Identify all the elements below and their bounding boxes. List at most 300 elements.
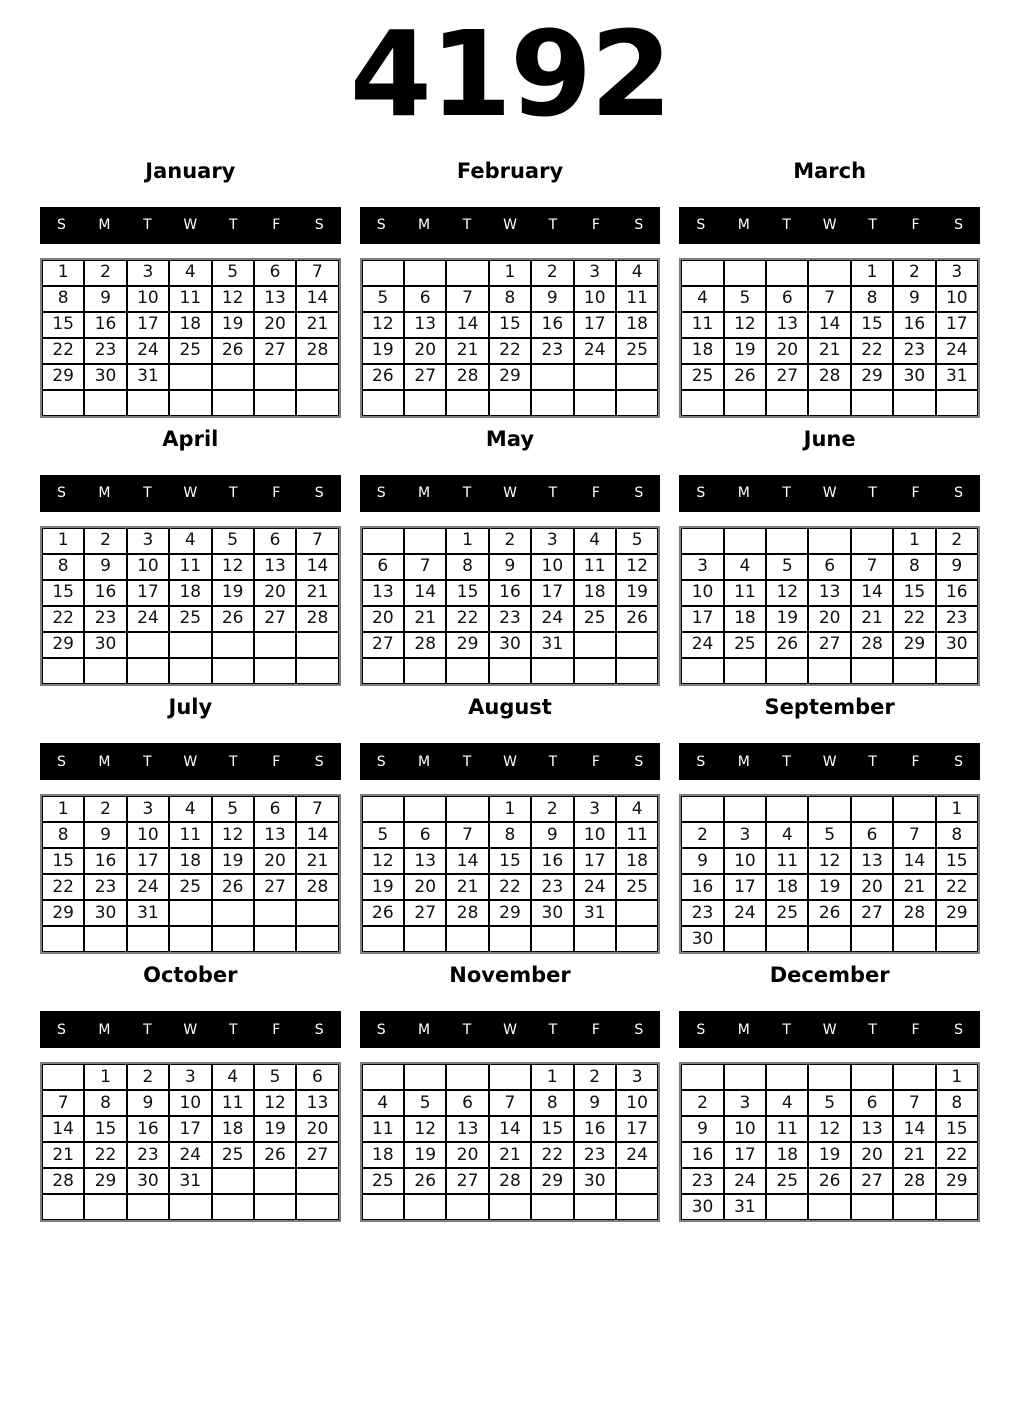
- month-title: May: [485, 426, 535, 451]
- month-days-table: [679, 794, 980, 954]
- weekday-label: T: [782, 1021, 791, 1038]
- day-cell: 7: [42, 1090, 84, 1116]
- day-cell: 20: [404, 874, 446, 900]
- week-row: [681, 1064, 978, 1090]
- weekday-label: M: [98, 1021, 111, 1038]
- weekday-label: S: [314, 1021, 324, 1038]
- empty-day-cell: [574, 364, 616, 390]
- day-cell: 10: [127, 822, 169, 848]
- year-title: 4192: [349, 5, 671, 143]
- day-cell: 24: [724, 900, 766, 926]
- day-cell: 19: [616, 580, 658, 606]
- empty-day-cell: [489, 390, 531, 416]
- weekday-label: T: [868, 217, 877, 234]
- day-cell: 15: [531, 1116, 573, 1142]
- empty-day-cell: [851, 528, 893, 554]
- empty-day-cell: [169, 658, 211, 684]
- day-cell: 19: [808, 1142, 850, 1168]
- day-cell: 23: [531, 874, 573, 900]
- week-row: [42, 390, 339, 416]
- day-cell: 20: [254, 848, 296, 874]
- day-cell: 7: [446, 286, 488, 312]
- week-row: [42, 874, 339, 900]
- day-cell: 15: [893, 580, 935, 606]
- empty-day-cell: [766, 926, 808, 952]
- day-cell: 10: [127, 554, 169, 580]
- month-title: June: [803, 426, 856, 451]
- empty-day-cell: [254, 900, 296, 926]
- day-cell: 26: [808, 1168, 850, 1194]
- day-cell: 4: [169, 260, 211, 286]
- weekday-label: M: [418, 217, 431, 234]
- day-cell: 10: [574, 822, 616, 848]
- week-row: [42, 926, 339, 952]
- day-cell: 24: [574, 338, 616, 364]
- week-row: [42, 822, 339, 848]
- empty-day-cell: [531, 390, 573, 416]
- week-row: [681, 1168, 978, 1194]
- weekday-label: S: [634, 485, 644, 502]
- weekday-label: S: [57, 485, 66, 502]
- day-cell: 10: [574, 286, 616, 312]
- day-cell: 26: [254, 1142, 296, 1168]
- weekday-label: T: [868, 1021, 877, 1038]
- day-cell: 8: [446, 554, 488, 580]
- weekday-label: S: [314, 485, 324, 502]
- weekday-label: W: [183, 485, 198, 502]
- day-cell: 24: [574, 874, 616, 900]
- week-row: [362, 874, 659, 900]
- day-cell: 29: [84, 1168, 126, 1194]
- day-cell: 16: [489, 580, 531, 606]
- empty-day-cell: [404, 926, 446, 952]
- empty-day-cell: [724, 390, 766, 416]
- day-cell: 4: [766, 822, 808, 848]
- weekday-label: M: [737, 753, 750, 770]
- weekday-label: T: [229, 753, 238, 770]
- empty-day-cell: [42, 390, 84, 416]
- day-cell: 15: [936, 848, 978, 874]
- day-cell: 30: [531, 900, 573, 926]
- day-cell: 29: [936, 900, 978, 926]
- day-cell: 6: [254, 796, 296, 822]
- day-cell: 23: [84, 606, 126, 632]
- day-cell: 16: [681, 874, 723, 900]
- day-cell: 13: [362, 580, 404, 606]
- day-cell: 8: [531, 1090, 573, 1116]
- weekday-label: W: [183, 217, 198, 234]
- day-cell: 26: [212, 606, 254, 632]
- empty-day-cell: [681, 260, 723, 286]
- empty-day-cell: [616, 632, 658, 658]
- day-cell: 15: [936, 1116, 978, 1142]
- month-days-table: [679, 1062, 980, 1222]
- empty-day-cell: [808, 1194, 850, 1220]
- day-cell: 15: [42, 580, 84, 606]
- empty-day-cell: [936, 658, 978, 684]
- empty-day-cell: [362, 528, 404, 554]
- day-cell: 14: [893, 848, 935, 874]
- empty-day-cell: [362, 796, 404, 822]
- empty-day-cell: [127, 926, 169, 952]
- day-cell: 27: [808, 632, 850, 658]
- month-days-table: [360, 258, 661, 418]
- empty-day-cell: [893, 926, 935, 952]
- day-cell: 25: [169, 606, 211, 632]
- empty-day-cell: [808, 260, 850, 286]
- day-cell: 14: [808, 312, 850, 338]
- day-cell: 29: [851, 364, 893, 390]
- day-cell: 29: [531, 1168, 573, 1194]
- day-cell: 17: [531, 580, 573, 606]
- day-cell: 29: [893, 632, 935, 658]
- day-cell: 26: [616, 606, 658, 632]
- week-row: [681, 1116, 978, 1142]
- month-days-table: [40, 1062, 341, 1222]
- day-cell: 12: [212, 554, 254, 580]
- day-cell: 23: [893, 338, 935, 364]
- weekday-label: W: [183, 1021, 198, 1038]
- month-days-table: [679, 258, 980, 418]
- empty-day-cell: [84, 926, 126, 952]
- weekday-label: S: [696, 217, 706, 234]
- week-row: [681, 822, 978, 848]
- day-cell: 28: [296, 874, 338, 900]
- week-row: [681, 390, 978, 416]
- day-cell: 21: [296, 580, 338, 606]
- weekday-label: F: [272, 1021, 281, 1038]
- day-cell: 25: [681, 364, 723, 390]
- empty-day-cell: [893, 658, 935, 684]
- day-cell: 16: [84, 580, 126, 606]
- weekday-label: W: [822, 217, 837, 234]
- empty-day-cell: [766, 390, 808, 416]
- weekday-label: T: [548, 217, 558, 234]
- weekday-label: S: [954, 217, 963, 234]
- day-cell: 5: [404, 1090, 446, 1116]
- day-cell: 5: [808, 1090, 850, 1116]
- month-days-table: [360, 794, 661, 954]
- day-cell: 13: [446, 1116, 488, 1142]
- day-cell: 1: [42, 260, 84, 286]
- day-cell: 11: [362, 1116, 404, 1142]
- day-cell: 17: [681, 606, 723, 632]
- empty-day-cell: [724, 926, 766, 952]
- day-cell: 10: [616, 1090, 658, 1116]
- day-cell: 27: [446, 1168, 488, 1194]
- week-row: [362, 1116, 659, 1142]
- day-cell: 16: [893, 312, 935, 338]
- day-cell: 17: [574, 848, 616, 874]
- empty-day-cell: [851, 390, 893, 416]
- day-cell: 22: [893, 606, 935, 632]
- week-row: [362, 822, 659, 848]
- day-cell: 7: [851, 554, 893, 580]
- month-title: October: [143, 963, 238, 988]
- weekday-label: T: [143, 485, 152, 502]
- day-cell: 22: [42, 338, 84, 364]
- day-cell: 31: [936, 364, 978, 390]
- weekday-label: T: [462, 753, 472, 770]
- day-cell: 9: [489, 554, 531, 580]
- week-row: [42, 900, 339, 926]
- weekday-label: S: [57, 1021, 66, 1038]
- month-days-table: [360, 1062, 661, 1222]
- weekday-label: T: [548, 753, 558, 770]
- empty-day-cell: [489, 1064, 531, 1090]
- weekday-label: S: [634, 217, 644, 234]
- day-cell: 7: [296, 796, 338, 822]
- weekday-label: F: [591, 217, 600, 234]
- day-cell: 19: [212, 848, 254, 874]
- empty-day-cell: [724, 796, 766, 822]
- weekday-label: S: [634, 753, 644, 770]
- weekday-label: S: [696, 1021, 706, 1038]
- day-cell: 28: [893, 900, 935, 926]
- weekday-label: S: [376, 217, 386, 234]
- week-row: [42, 796, 339, 822]
- day-cell: 27: [851, 1168, 893, 1194]
- day-cell: 11: [766, 1116, 808, 1142]
- empty-day-cell: [808, 390, 850, 416]
- day-cell: 7: [893, 822, 935, 848]
- empty-day-cell: [574, 632, 616, 658]
- empty-day-cell: [254, 390, 296, 416]
- day-cell: 25: [169, 338, 211, 364]
- day-cell: 29: [936, 1168, 978, 1194]
- month-days-table: [40, 526, 341, 686]
- weekday-label: S: [57, 217, 66, 234]
- empty-day-cell: [681, 658, 723, 684]
- empty-day-cell: [616, 926, 658, 952]
- empty-day-cell: [616, 1194, 658, 1220]
- day-cell: 22: [84, 1142, 126, 1168]
- day-cell: 19: [766, 606, 808, 632]
- day-cell: 4: [169, 796, 211, 822]
- day-cell: 14: [404, 580, 446, 606]
- week-row: [362, 390, 659, 416]
- weekday-label: W: [503, 753, 517, 770]
- weekday-label: M: [98, 753, 111, 770]
- weekday-label: M: [98, 217, 111, 234]
- day-cell: 23: [531, 338, 573, 364]
- week-row: [42, 286, 339, 312]
- weekday-label: S: [314, 753, 324, 770]
- weekday-label: T: [143, 217, 152, 234]
- day-cell: 27: [254, 338, 296, 364]
- month-march: [679, 159, 980, 418]
- day-cell: 2: [489, 528, 531, 554]
- day-cell: 28: [42, 1168, 84, 1194]
- day-cell: 25: [212, 1142, 254, 1168]
- day-cell: 15: [489, 312, 531, 338]
- week-row: [362, 260, 659, 286]
- empty-day-cell: [489, 926, 531, 952]
- day-cell: 14: [296, 286, 338, 312]
- empty-day-cell: [808, 926, 850, 952]
- empty-day-cell: [42, 658, 84, 684]
- empty-day-cell: [936, 926, 978, 952]
- month-october: [40, 963, 341, 1222]
- day-cell: 26: [362, 364, 404, 390]
- week-row: [362, 1194, 659, 1220]
- day-cell: 8: [489, 286, 531, 312]
- month-september: [679, 695, 980, 954]
- day-cell: 13: [254, 554, 296, 580]
- day-cell: 31: [574, 900, 616, 926]
- month-june: [679, 427, 980, 686]
- weekday-label: T: [229, 217, 238, 234]
- weekday-label: F: [591, 1021, 600, 1038]
- day-cell: 4: [616, 260, 658, 286]
- empty-day-cell: [724, 260, 766, 286]
- week-row: [42, 606, 339, 632]
- weekday-label: T: [782, 753, 791, 770]
- day-cell: 6: [851, 822, 893, 848]
- week-row: [362, 632, 659, 658]
- weekday-label: S: [376, 753, 386, 770]
- day-cell: 9: [84, 822, 126, 848]
- empty-day-cell: [254, 1194, 296, 1220]
- week-row: [362, 554, 659, 580]
- week-row: [42, 1142, 339, 1168]
- month-january: [40, 159, 341, 418]
- day-cell: 6: [446, 1090, 488, 1116]
- week-row: [362, 1090, 659, 1116]
- day-cell: 3: [574, 796, 616, 822]
- empty-day-cell: [681, 796, 723, 822]
- day-cell: 24: [681, 632, 723, 658]
- day-cell: 18: [169, 848, 211, 874]
- week-row: [681, 1142, 978, 1168]
- weekday-label: T: [782, 217, 791, 234]
- weekday-label: T: [868, 485, 877, 502]
- day-cell: 31: [724, 1194, 766, 1220]
- empty-day-cell: [489, 1194, 531, 1220]
- day-cell: 15: [42, 848, 84, 874]
- day-cell: 21: [893, 874, 935, 900]
- day-cell: 20: [404, 338, 446, 364]
- day-cell: 15: [446, 580, 488, 606]
- day-cell: 2: [84, 796, 126, 822]
- empty-day-cell: [169, 926, 211, 952]
- weekday-header-bar: [679, 1011, 980, 1048]
- weekday-header-bar: [679, 475, 980, 512]
- day-cell: 23: [574, 1142, 616, 1168]
- weekday-label: W: [822, 485, 837, 502]
- week-row: [362, 580, 659, 606]
- empty-day-cell: [362, 260, 404, 286]
- empty-day-cell: [936, 1194, 978, 1220]
- weekday-header-bar: [40, 207, 341, 244]
- day-cell: 1: [42, 796, 84, 822]
- day-cell: 10: [127, 286, 169, 312]
- day-cell: 20: [254, 312, 296, 338]
- week-row: [681, 658, 978, 684]
- day-cell: 23: [84, 874, 126, 900]
- day-cell: 21: [296, 312, 338, 338]
- empty-day-cell: [766, 658, 808, 684]
- day-cell: 1: [936, 796, 978, 822]
- empty-day-cell: [212, 390, 254, 416]
- empty-day-cell: [404, 1064, 446, 1090]
- day-cell: 23: [681, 900, 723, 926]
- empty-day-cell: [531, 926, 573, 952]
- day-cell: 4: [574, 528, 616, 554]
- day-cell: 8: [84, 1090, 126, 1116]
- week-row: [681, 286, 978, 312]
- day-cell: 2: [681, 1090, 723, 1116]
- empty-day-cell: [84, 1194, 126, 1220]
- day-cell: 20: [808, 606, 850, 632]
- empty-day-cell: [127, 658, 169, 684]
- day-cell: 11: [681, 312, 723, 338]
- day-cell: 5: [362, 286, 404, 312]
- day-cell: 24: [531, 606, 573, 632]
- day-cell: 18: [169, 312, 211, 338]
- weekday-label: W: [822, 1021, 837, 1038]
- day-cell: 16: [127, 1116, 169, 1142]
- day-cell: 21: [489, 1142, 531, 1168]
- day-cell: 30: [84, 900, 126, 926]
- day-cell: 30: [574, 1168, 616, 1194]
- day-cell: 3: [127, 796, 169, 822]
- day-cell: 12: [808, 1116, 850, 1142]
- week-row: [42, 338, 339, 364]
- week-row: [681, 848, 978, 874]
- day-cell: 25: [574, 606, 616, 632]
- weekday-label: M: [98, 485, 111, 502]
- empty-day-cell: [296, 390, 338, 416]
- day-cell: 7: [404, 554, 446, 580]
- month-may: [360, 427, 661, 686]
- weekday-label: M: [418, 1021, 431, 1038]
- weekday-header-bar: [679, 207, 980, 244]
- week-row: [362, 796, 659, 822]
- day-cell: 14: [851, 580, 893, 606]
- empty-day-cell: [531, 364, 573, 390]
- weekday-label: S: [376, 1021, 386, 1038]
- weekday-label: S: [954, 485, 963, 502]
- month-title: December: [769, 963, 890, 988]
- week-row: [42, 528, 339, 554]
- day-cell: 12: [212, 286, 254, 312]
- week-row: [681, 1194, 978, 1220]
- day-cell: 21: [893, 1142, 935, 1168]
- week-row: [362, 286, 659, 312]
- day-cell: 11: [212, 1090, 254, 1116]
- week-row: [681, 312, 978, 338]
- day-cell: 21: [42, 1142, 84, 1168]
- day-cell: 2: [681, 822, 723, 848]
- day-cell: 30: [84, 632, 126, 658]
- empty-day-cell: [362, 390, 404, 416]
- weekday-label: W: [503, 485, 517, 502]
- day-cell: 27: [254, 606, 296, 632]
- week-row: [362, 1064, 659, 1090]
- week-row: [681, 528, 978, 554]
- day-cell: 1: [936, 1064, 978, 1090]
- day-cell: 27: [404, 364, 446, 390]
- day-cell: 12: [808, 848, 850, 874]
- empty-day-cell: [766, 796, 808, 822]
- day-cell: 24: [169, 1142, 211, 1168]
- empty-day-cell: [212, 364, 254, 390]
- day-cell: 29: [489, 364, 531, 390]
- day-cell: 14: [893, 1116, 935, 1142]
- day-cell: 5: [808, 822, 850, 848]
- empty-day-cell: [169, 364, 211, 390]
